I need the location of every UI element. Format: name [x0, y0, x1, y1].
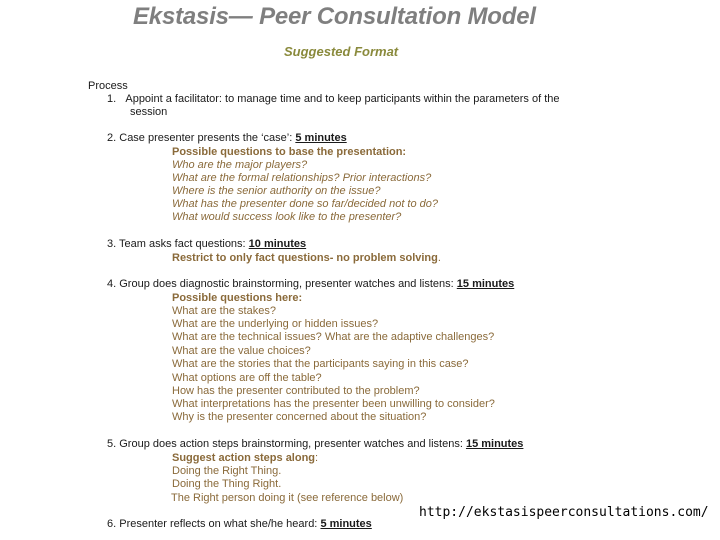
step-text: Presenter reflects on what she/he heard:	[119, 518, 318, 530]
step-time: 5 minutes	[320, 518, 372, 530]
list-item: What has the presenter done so far/decided not to do?	[172, 198, 439, 210]
step-number: 2.	[107, 132, 117, 144]
step-time: 15 minutes	[465, 438, 524, 450]
step-text: Case presenter presents the ‘case’:	[119, 132, 293, 144]
step-number: 4.	[107, 278, 117, 290]
list-item: How has the presenter contributed to the problem?	[172, 385, 420, 397]
website-url: http://ekstasispeerconsultations.com/	[419, 505, 713, 522]
list-item: What would success look like to the presenter?	[172, 211, 402, 223]
step-3-note	[172, 252, 441, 265]
step-2-subheading: Possible questions to base the presentation:	[172, 146, 407, 158]
list-item: Where is the senior authority on the issue?	[172, 185, 381, 197]
list-item: The Right person doing it (see reference below)	[171, 492, 404, 504]
list-item: What are the stories that the participants saying in this case?	[172, 358, 469, 370]
note-end: .	[437, 252, 441, 264]
step-number: 3.	[107, 238, 117, 250]
step-2	[107, 132, 347, 145]
process-label: Process	[88, 80, 128, 92]
list-item: What are the value choices?	[172, 345, 311, 357]
step-3	[107, 238, 306, 251]
step-number: 5.	[107, 438, 117, 450]
page-subtitle: Suggested Format	[284, 44, 399, 59]
list-item: Doing the Thing Right.	[172, 478, 282, 490]
list-item: What options are off the table?	[172, 372, 322, 384]
subheading-end: :	[315, 452, 319, 464]
list-item: What are the underlying or hidden issues?	[172, 318, 379, 330]
step-5	[107, 438, 523, 451]
step-number: 1.	[107, 93, 117, 105]
step-text: Group does diagnostic brainstorming, presenter watches and listens:	[119, 278, 454, 290]
step-time: 5 minutes	[295, 132, 347, 144]
step-number: 6.	[107, 518, 117, 530]
list-item: What are the formal relationships? Prior interactions?	[172, 172, 432, 184]
step-text: Appoint a facilitator: to manage time and to keep participants within the parameters of the	[125, 93, 560, 105]
step-4	[107, 278, 514, 291]
list-item: Why is the presenter concerned about the situation?	[172, 411, 427, 423]
step-time: 15 minutes	[456, 278, 515, 290]
note-bold: Restrict to only fact questions- no problem solving	[172, 252, 438, 264]
step-1	[107, 93, 560, 106]
list-item: Who are the major players?	[172, 159, 308, 171]
step-text: Team asks fact questions:	[119, 238, 246, 250]
list-item: What interpretations has the presenter been unwilling to consider?	[172, 398, 495, 410]
step-1-continued: session	[130, 106, 168, 118]
step-4-subheading: Possible questions here:	[172, 292, 303, 304]
list-item: What are the stakes?	[172, 305, 276, 317]
step-5-subheading	[172, 452, 318, 465]
step-text: Group does action steps brainstorming, presenter watches and listens:	[119, 438, 463, 450]
list-item: Doing the Right Thing.	[172, 465, 282, 477]
step-6	[107, 518, 372, 531]
list-item: What are the technical issues? What are the adaptive challenges?	[172, 331, 495, 343]
step-time: 10 minutes	[248, 238, 307, 250]
subheading-bold: Suggest action steps along	[172, 452, 316, 464]
page-title: Ekstasis— Peer Consultation Model	[133, 3, 536, 30]
